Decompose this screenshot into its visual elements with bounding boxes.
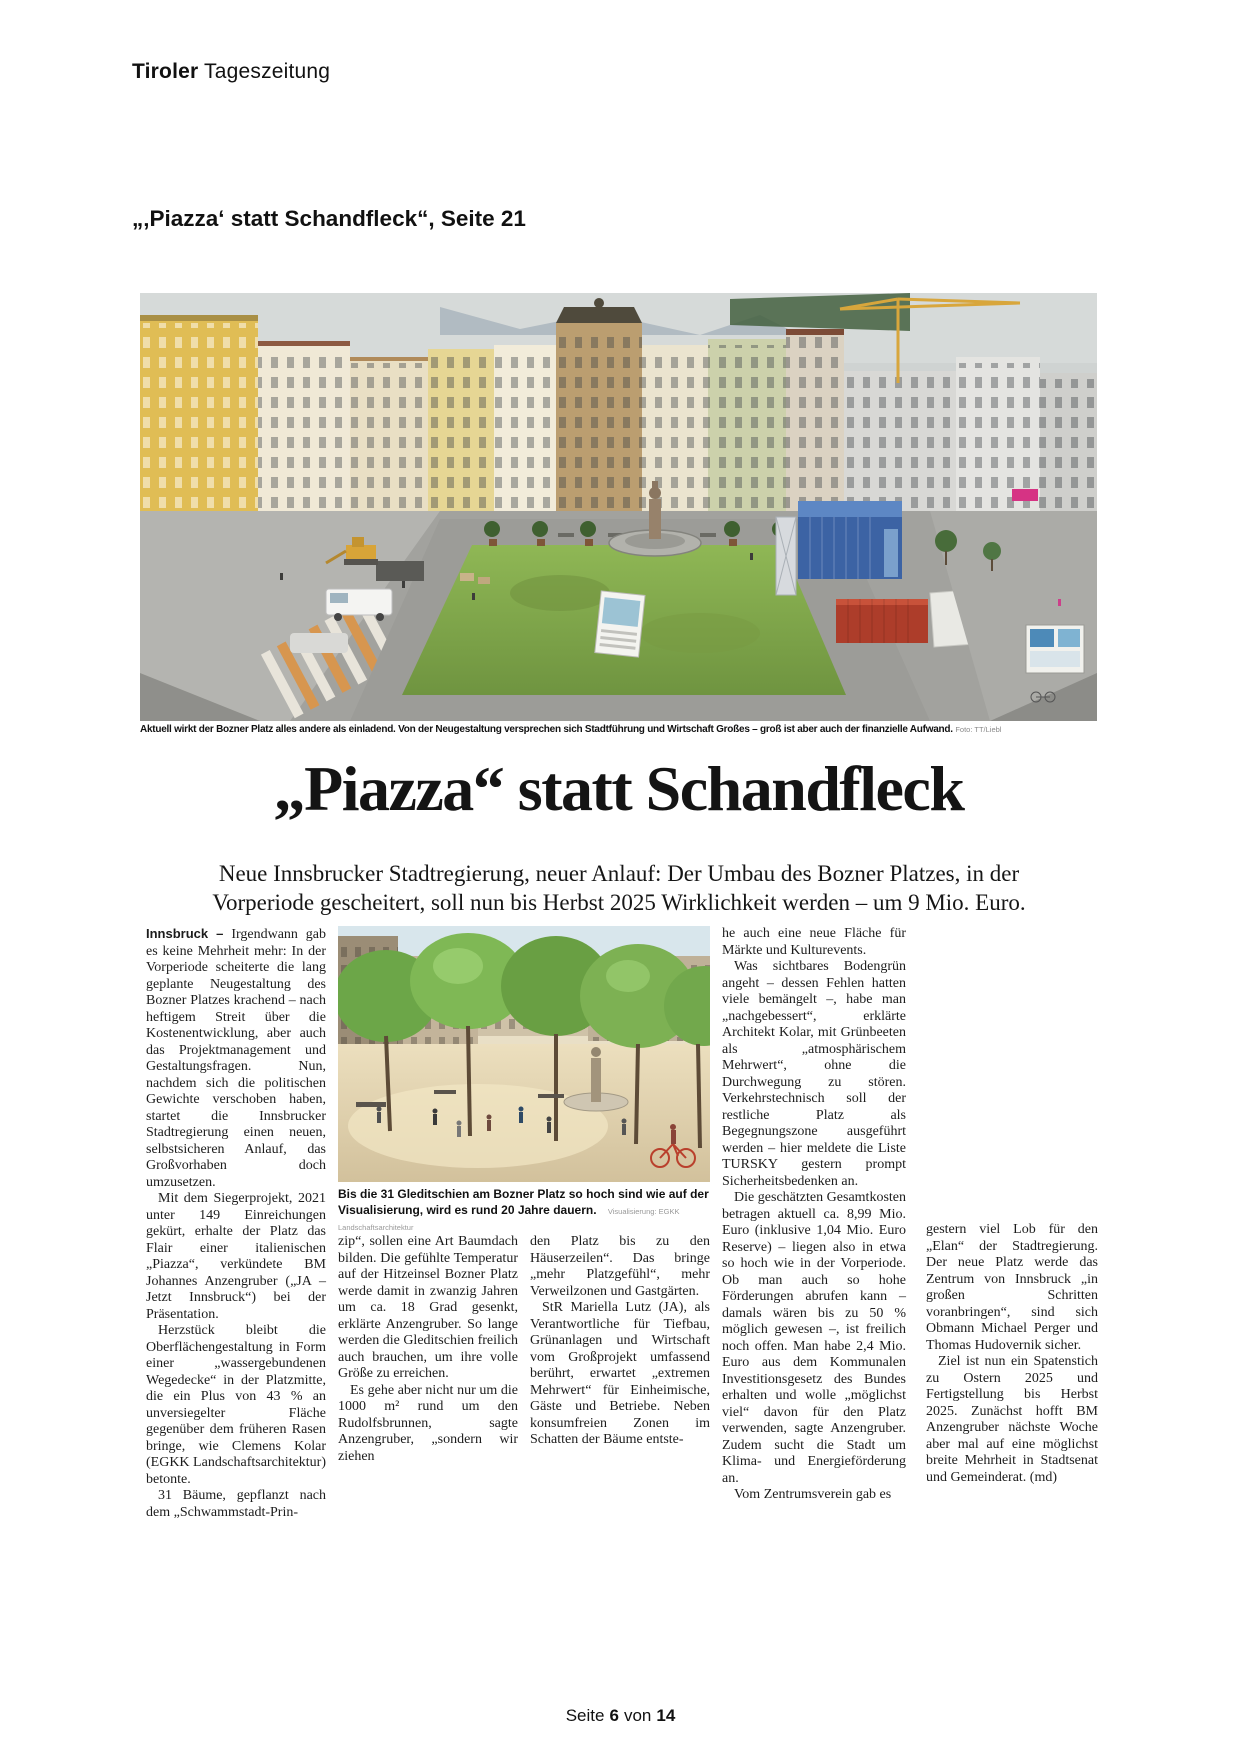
masthead-name: Tageszeitung (198, 60, 331, 83)
inset-photo-credit: Visualisierung: EGKK Landschaftsarchitektur (338, 1206, 680, 1232)
paragraph: he auch eine neue Fläche für Märkte und Kulturevents. (722, 926, 906, 958)
paragraph: Innsbruck – Irgendwann gab es keine Mehrheit mehr: In der Vorperiode scheiterte die lang geplante Neugestaltung des Bozner Platzes krachend – nach heftigem Streit über die Kostenentwicklung, aber auch das Projektmanagement und Gestaltungsfragen. Nun, nachdem sich die politischen Gewichte verschoben haben, startet die Innsbrucker Stadtregierung einen neuen, selbstsicheren Anlauf, das Großvorhaben doch umzusetzen. (146, 926, 327, 1190)
masthead-brand: Tiroler (132, 60, 199, 83)
article-column (926, 926, 1098, 1486)
article-subhead: Neue Innsbrucker Stadtregierung, neuer Anlauf: Der Umbau des Bozner Platzes, in der Vorperiode gescheitert, soll nun bis Herbst 2025 Wirklichkeit werden – um 9 Mio. Euro. (212, 861, 1026, 915)
paragraph: Was sichtbares Bodengrün angeht – dessen Fehlen hatten viele bemängelt –, habe man „nachgebessert“, erklärte Architekt Kolar, mit Grünbeeten als „atmosphärischem Mehrwert“, ohne die Durchwegung zu stören. Verkehrstechnisch soll der restliche Platz als Begegnungszone ausgeführt werden – hier meldete die Liste TURSKY gestern prompt Sicherheitsbedenken an. (722, 959, 906, 1189)
footer-total-pages: 14 (656, 1706, 676, 1725)
paragraph: zip“, sollen eine Art Baumdach bilden. Die gefühlte Temperatur auf der Hitzeinsel Bozner Platz werde damit in zwanzig Jahren um ca. 18 Grad gesenkt, erklärte Anzengruber. So lange werden die Gleditschien freilich auch brauchen, um ihre volle Größe zu erreichen. (338, 1234, 518, 1381)
article-column (722, 926, 906, 1504)
paragraph: Vom Zentrumsverein gab es (734, 1487, 892, 1502)
main-photo-caption-text: Aktuell wirkt der Bozner Platz alles andere als einladend. Von der Neugestaltung versprechen sich Stadtführung und Wirtschaft Großes – groß ist aber auch der finanzielle Aufwand. (140, 724, 953, 735)
article-column (146, 926, 326, 1521)
page-footer (0, 1706, 1241, 1726)
masthead (132, 60, 330, 84)
footer-of-label: von (623, 1706, 652, 1725)
paragraph: Ziel ist nun ein Spatenstich zu Ostern 2025 und Fertigstellung bis Herbst 2025. Zunächst hofft BM Anzengruber nächste Woche aber mal auf eine möglichst breite Mehrheit in Stadtsenat und Gemeinderat. (md) (926, 1354, 1098, 1485)
main-photo-credit: Foto: TT/Liebl (955, 725, 1002, 734)
footer-current-page: 6 (609, 1706, 619, 1725)
article-body (146, 926, 1098, 1520)
article-reference-heading: „‚Piazza‘ statt Schandfleck“, Seite 21 (132, 206, 526, 231)
article-headline: „Piazza“ statt Schandfleck (273, 753, 964, 824)
main-photo-caption (140, 724, 1140, 735)
inset-photo-caption-text: Bis die 31 Gleditschien am Bozner Platz so hoch sind wie auf der Visualisierung, wird es rund 20 Jahre dauern. (338, 1187, 709, 1217)
main-photo (140, 293, 1097, 721)
inset-photo-illustration (338, 926, 710, 1182)
paragraph: 31 Bäume, gepflanzt nach dem „Schwammstadt-Prin- (146, 1488, 326, 1520)
paragraph: den Platz bis zu den Häuserzeilen“. Das bringe „mehr Platzgefühl“, mehr Verweilzonen und Gastgärten. (530, 1234, 710, 1299)
main-photo-illustration (140, 293, 1097, 721)
footer-page-label: Seite (565, 1706, 605, 1725)
inset-photo-caption (338, 1187, 710, 1236)
paragraph: Die geschätzten Gesamtkosten betragen aktuell ca. 8,99 Mio. Euro (inklusive 1,04 Mio. Euro Reserve) – liegen also in etwa so hoch wie in der Vorperiode. Ob man auch so hohe Förderungen abrufen kann – damals wären bis zu 50 % möglich gewesen –, ist freilich noch offen. Man habe 2,4 Mio. Euro aus dem Kommunalen Investitionsgesetz des Bundes erhalten und wolle „möglichst viel“ davon für den Platz verwenden, sagte Anzengruber. Zudem sucht die Stadt um Klima- und Energieförderung an. (722, 1190, 906, 1486)
paragraph: StR Mariella Lutz (JA), als Verantwortliche für Tiefbau, Grünanlagen und Wirtschaft vom Großprojekt umfassend berührt, erwartet „extremen Mehrwert“ für Einheimische, Gäste und Betriebe. Neben konsumfreien Zonen im Schatten der Bäume entste- (530, 1300, 710, 1447)
paragraph: Es gehe aber nicht nur um die 1000 m² rund um den Rudolfsbrunnen, sagte Anzengruber, „sondern wir ziehen (338, 1382, 518, 1464)
inset-photo (338, 926, 710, 1182)
paragraph: Mit dem Siegerprojekt, 2021 unter 149 Einreichungen gekürt, erhalte der Platz das Flair einer italienischen „Piazza“, verkündete BM Johannes Anzengruber („JA – Jetzt Innsbruck“) bei der Präsentation. (146, 1191, 326, 1322)
paragraph: Herzstück bleibt die Oberflächengestaltung in Form einer „wassergebundenen Wegedecke“ in der Platzmitte, die ein Plus von 43 % an unversiegelter Fläche gegenüber dem früheren Rasen bringe, wie Clemens Kolar (EGKK Landschaftsarchitektur) betonte. (146, 1323, 326, 1487)
paragraph: gestern viel Lob für den „Elan“ der Stadtregierung. Der neue Platz werde das Zentrum von Innsbruck „in großen Schritten voranbringen“, sind sich Obmann Michael Perger und Thomas Hudovernik sicher. (926, 1222, 1098, 1353)
paragraph-lead: Innsbruck – (146, 926, 232, 941)
